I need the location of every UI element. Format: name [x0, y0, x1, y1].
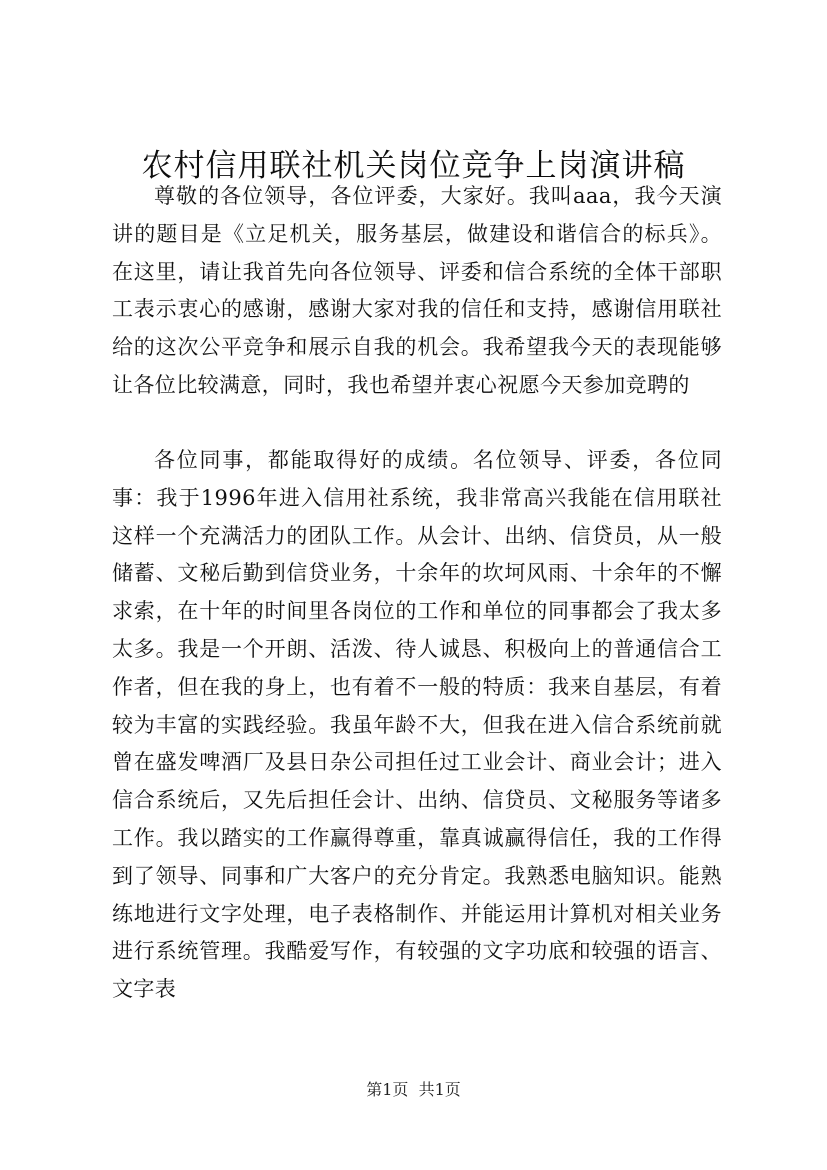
paragraph-1: 尊敬的各位领导，各位评委，大家好。我叫aaa，我今天演讲的题目是《立足机关，服务基层，做建设和谐信合的标兵》。在这里，请让我首先向各位领导、评委和信合系统的全体干部职工表示衷心的感谢，感谢大家对我的信任和支持，感谢信用联社给的这次公平竞争和展示自我的机会。我希望我今天的表现能够让各位比较满意，同时，我也希望并衷心祝愿今天参加竞聘的 — [112, 184, 722, 397]
page-total: 共1页 — [418, 1080, 461, 1099]
page-number: 第1页 — [366, 1080, 409, 1099]
page-footer — [0, 1080, 827, 1100]
document-title: 农村信用联社机关岗位竞争上岗演讲稿 — [141, 148, 686, 184]
paragraph-2: 各位同事，都能取得好的成绩。名位领导、评委，各位同事：我于1996年进入信用社系统，我非常高兴我能在信用联社这样一个充满活力的团队工作。从会计、出纳、信贷员，从一般储蓄、文秘后勤到信贷业务，十余年的坎坷风雨、十余年的不懈求索，在十年的时间里各岗位的工作和单位的同事都会了我太多太多。我是一个开朗、活泼、待人诚恳、积极向上的普通信合工作者，但在我的身上，也有着不一般的特质：我来自基层，有着较为丰富的实践经验。我虽年龄不大，但我在进入信合系统前就曾在盛发啤酒厂及县日杂公司担任过工业会计、商业会计；进入信合系统后，又先后担任会计、出纳、信贷员、文秘服务等诸多工作。我以踏实的工作赢得尊重，靠真诚赢得信任，我的工作得到了领导、同事和广大客户的充分肯定。我熟悉电脑知识。能熟练地进行文字处理，电子表格制作、并能运用计算机对相关业务进行系统管理。我酷爱写作，有较强的文字功底和较强的语言、文字表 — [112, 448, 722, 1002]
